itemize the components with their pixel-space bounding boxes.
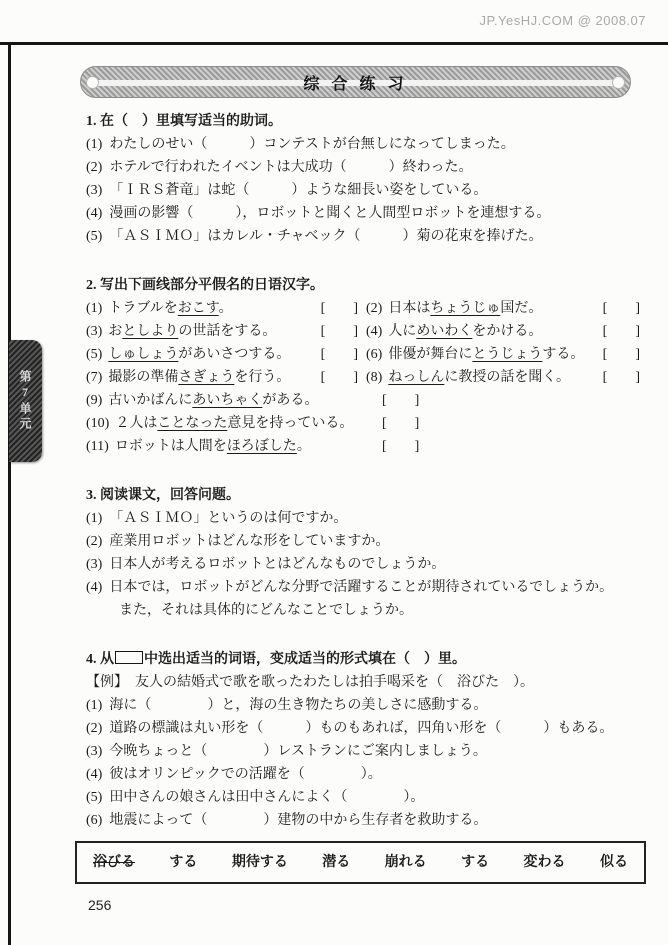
item-number: (1)	[86, 301, 103, 316]
underlined-kana: しゅしょう	[108, 347, 179, 362]
word-box-item: 崩れる	[384, 855, 427, 870]
underlined-kana: さぎょう	[178, 370, 235, 385]
item-text: 日本はちょうじゅ国だ。	[388, 301, 543, 316]
exercise-row	[86, 320, 640, 343]
item-number: (11)	[86, 439, 109, 454]
section-3-heading: 3. 阅读课文，回答问题。	[86, 488, 240, 503]
word-box-item: する	[169, 855, 198, 870]
example-item	[86, 671, 640, 694]
item-number: (1)	[86, 137, 103, 152]
underlined-kana: ちょうじゅ	[430, 301, 501, 316]
item-text: 海に（ ）と，海の生き物たちの美しさに感動する。	[109, 698, 488, 713]
answer-bracket: [ ]	[602, 301, 640, 316]
section-3	[86, 484, 640, 622]
answer-bracket: [ ]	[382, 416, 420, 431]
word-box-item: 似る	[599, 855, 628, 870]
answer-bracket: [ ]	[602, 347, 640, 362]
exercise-item	[86, 530, 640, 553]
word-box-item: する	[461, 855, 490, 870]
exercise-item	[86, 179, 640, 202]
exercise-row	[86, 343, 640, 366]
answer-bracket: [ ]	[382, 439, 420, 454]
item-text: 友人の結婚式で歌を歌ったわたしは拍手喝采を（ 浴びた ）。	[135, 675, 534, 690]
underlined-kana: ねっしん	[388, 370, 445, 385]
item-number: (5)	[86, 229, 103, 244]
exercise-row	[86, 366, 640, 389]
item-number: (10)	[86, 416, 110, 431]
section-banner	[80, 66, 631, 98]
page-number: 256	[88, 897, 112, 913]
answer-bracket: [ ]	[320, 301, 358, 316]
exercise-row	[86, 297, 640, 320]
item-text: わたしのせい（ ）コンテストが台無しになってしまった。	[109, 137, 515, 152]
item-text: 「ＡＳＩＭＯ」はカレル・チャベック（ ）菊の花束を捧げた。	[109, 229, 543, 244]
item-text: 産業用ロボットはどんな形をしていますか。	[109, 534, 390, 549]
unit-side-tab	[9, 340, 42, 462]
word-box-placeholder-icon	[115, 651, 143, 664]
item-text: ねっしんに教授の話を聞く。	[388, 370, 571, 385]
item-number: (3)	[86, 744, 103, 759]
exercise-item	[366, 320, 640, 343]
word-box-item: 潜る	[322, 855, 351, 870]
section-4	[86, 648, 640, 884]
page-content	[86, 110, 640, 884]
section-4-heading: 4. 从 中选出适当的词语，变成适当的形式填在（ ）里。	[86, 652, 466, 667]
word-box-item: 変わる	[523, 855, 566, 870]
exercise-item	[86, 133, 640, 156]
item-number: (7)	[86, 370, 103, 385]
answer-bracket: [ ]	[320, 370, 358, 385]
item-number: (2)	[86, 721, 103, 736]
exercise-item	[86, 576, 640, 599]
item-text: 「ＩＲＳ蒼竜」は蛇（ ）ような細長い姿をしている。	[109, 183, 488, 198]
section-2	[86, 274, 640, 458]
item-number: (2)	[86, 160, 103, 175]
section-1	[86, 110, 640, 248]
item-text: 彼はオリンピックでの活躍を（ ）。	[109, 767, 382, 782]
item-number: (5)	[86, 347, 103, 362]
item-text: 日本人が考えるロボットとはどんなものでしょうか。	[109, 557, 446, 572]
item-text: 道路の標識は丸い形を（ ）ものもあれば，四角い形を（ ）もある。	[109, 721, 614, 736]
item-text: ロボットは人間をほろぼした。	[114, 439, 311, 454]
item-number: (4)	[86, 767, 103, 782]
item-number: (6)	[86, 813, 103, 828]
word-box-item: 期待する	[231, 855, 288, 870]
underlined-kana: としより	[122, 324, 179, 339]
underlined-kana: おこす	[177, 301, 219, 316]
section-2-heading: 2. 写出下画线部分平假名的日语汉字。	[86, 278, 324, 293]
answer-bracket: [ ]	[320, 324, 358, 339]
exercise-item	[86, 156, 640, 179]
item-number: (3)	[86, 557, 103, 572]
underlined-kana: ことなった	[157, 416, 228, 431]
answer-bracket: [ ]	[602, 324, 640, 339]
item-number: (4)	[86, 206, 103, 221]
item-text: ホテルで行われたイベントは大成功（ ）終わった。	[109, 160, 473, 175]
item-text: しゅしょうがあいさつする。	[108, 347, 291, 362]
exercise-item	[86, 717, 640, 740]
word-box-item: 浴びる	[93, 855, 135, 870]
exercise-item	[86, 553, 640, 576]
item-text: 撮影の準備さぎょうを行う。	[108, 370, 291, 385]
unit-tab-label: 第7单元	[18, 370, 32, 432]
item-number: (2)	[366, 301, 383, 316]
item-text: 地震によって（ ）建物の中から生存者を救助する。	[109, 813, 488, 828]
exercise-item	[86, 435, 640, 458]
item-text: 漫画の影響（ ），ロボットと聞くと人間型ロボットを連想する。	[109, 206, 551, 221]
exercise-item	[86, 786, 640, 809]
exercise-item	[86, 225, 640, 248]
underlined-kana: あいちゃく	[192, 393, 263, 408]
item-text: 俳優が舞台にとうじょうする。	[388, 347, 585, 362]
exercise-item	[366, 343, 640, 366]
exercise-item	[86, 763, 640, 786]
exercise-item	[86, 320, 358, 343]
underlined-kana: めいわく	[416, 324, 473, 339]
word-box	[75, 841, 646, 884]
item-text: トラブルをおこす。	[108, 301, 233, 316]
exercise-item	[86, 412, 640, 435]
site-watermark: JP.YesHJ.COM @ 2008.07	[479, 13, 646, 28]
underlined-kana: とうじょう	[472, 347, 543, 362]
item-text: 「ＡＳＩＭＯ」というのは何ですか。	[109, 511, 348, 526]
exercise-item	[86, 297, 358, 320]
item-number: (6)	[366, 347, 383, 362]
underlined-kana: ほろぼした	[226, 439, 297, 454]
item-text: 古いかばんにあいちゃくがある。	[108, 393, 319, 408]
section-1-heading: 1. 在（ ）里填写适当的助词。	[86, 114, 282, 129]
exercise-item	[86, 343, 358, 366]
item-text: 今晩ちょっと（ ）レストランにご案内しましょう。	[109, 744, 487, 759]
exercise-item	[86, 202, 640, 225]
item-text: おとしよりの世話をする。	[108, 324, 277, 339]
item-number: (5)	[86, 790, 103, 805]
exercise-item	[86, 389, 640, 412]
item-number: 【例】	[86, 675, 128, 690]
exercise-item	[86, 694, 640, 717]
answer-bracket: [ ]	[602, 370, 640, 385]
exercise-item	[86, 507, 640, 530]
top-border-rule	[0, 42, 668, 45]
exercise-item	[366, 297, 640, 320]
item-number: (4)	[366, 324, 383, 339]
item-number: (4)	[86, 580, 103, 595]
item-text: 田中さんの娘さんは田中さんによく（ ）。	[109, 790, 425, 805]
item-text: ２人はことなった意見を持っている。	[115, 416, 354, 431]
item-number: (1)	[86, 511, 103, 526]
exercise-item	[86, 809, 640, 832]
banner-title: 综 合 练 习	[303, 75, 408, 93]
exercise-item	[86, 740, 640, 763]
item-number: (2)	[86, 534, 103, 549]
answer-bracket: [ ]	[382, 393, 420, 408]
left-border-rule	[8, 42, 11, 945]
answer-bracket: [ ]	[320, 347, 358, 362]
item-text: 日本では，ロボットがどんな分野で活躍することが期待されているでしょうか。	[109, 580, 614, 595]
item-text-continued: また，それは具体的にどんなことでしょうか。	[119, 603, 413, 618]
item-number: (9)	[86, 393, 103, 408]
exercise-item	[366, 366, 640, 389]
exercise-item	[86, 366, 358, 389]
item-number: (8)	[366, 370, 383, 385]
item-number: (3)	[86, 183, 103, 198]
item-text: 人にめいわくをかける。	[388, 324, 543, 339]
item-number: (3)	[86, 324, 103, 339]
item-number: (1)	[86, 698, 103, 713]
